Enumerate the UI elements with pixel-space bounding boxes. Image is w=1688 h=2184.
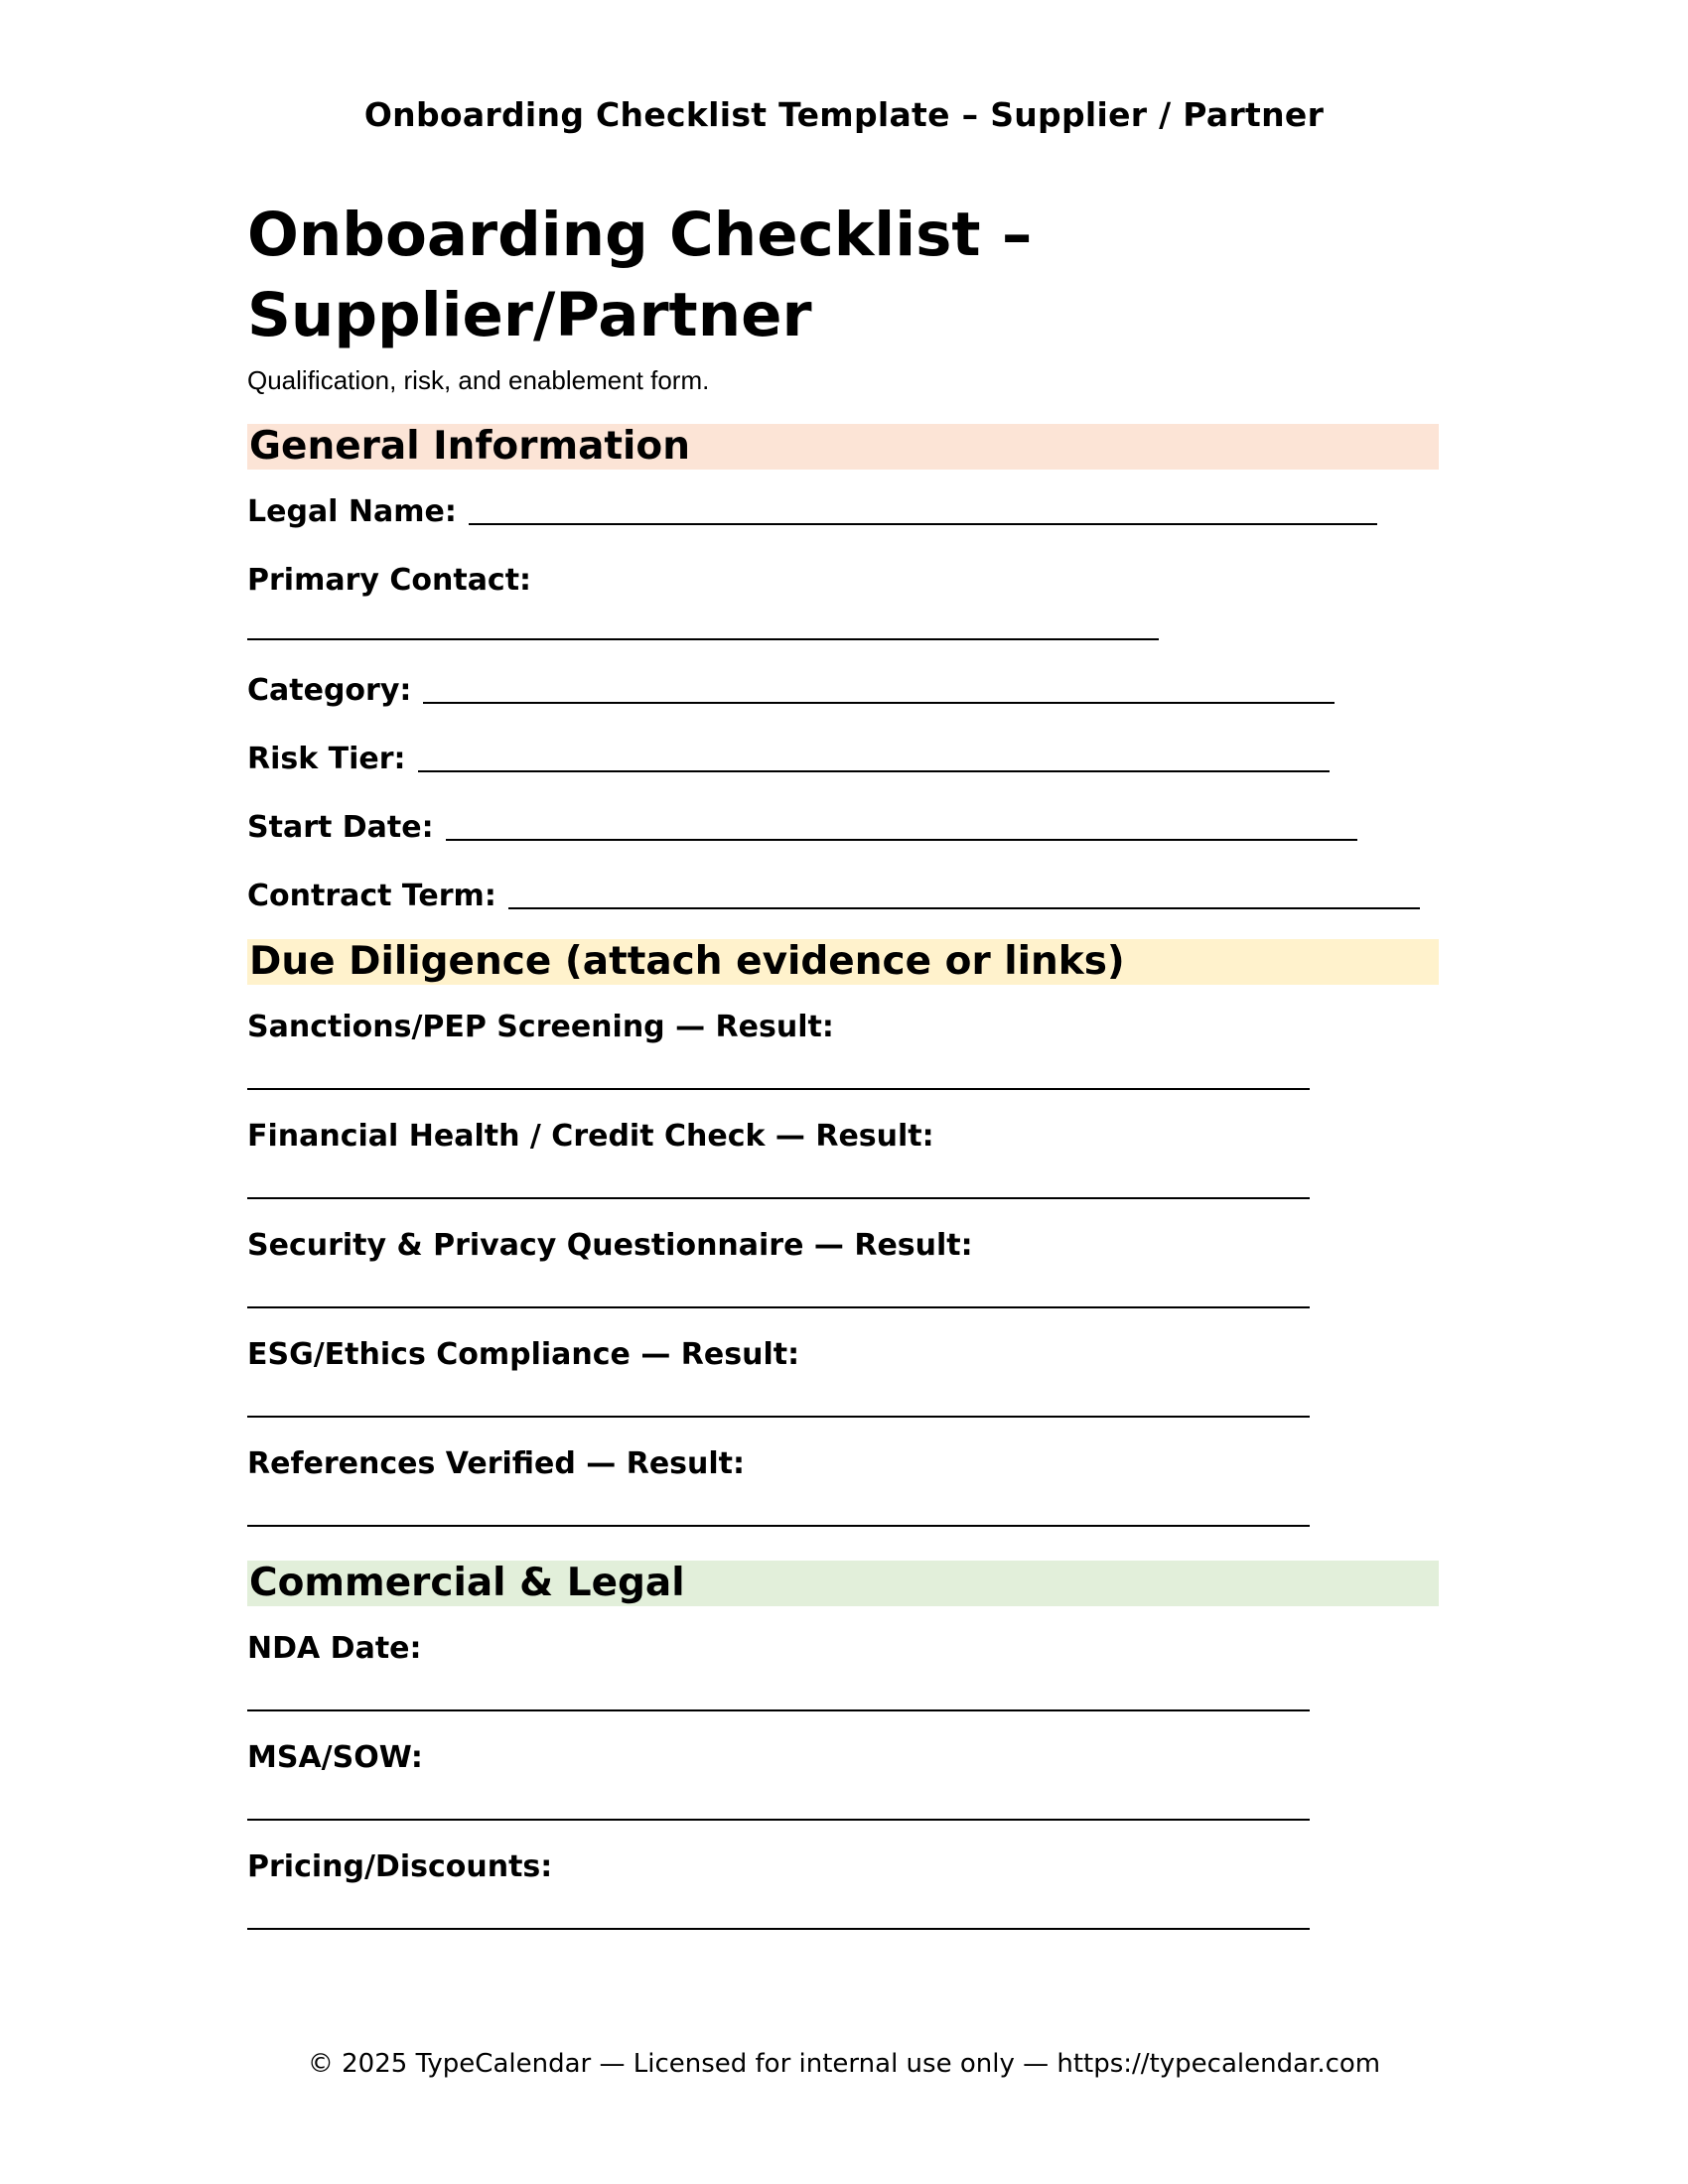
field-nda-date (247, 1632, 1439, 1711)
primary-contact-input-line[interactable] (247, 638, 1159, 640)
field-start-date (247, 811, 1439, 845)
field-security-privacy (247, 1229, 1439, 1308)
references-result-input-line[interactable] (247, 1525, 1310, 1527)
risk-tier-input-line[interactable] (418, 770, 1330, 772)
field-esg-ethics (247, 1338, 1439, 1418)
field-label: Category: (247, 673, 412, 708)
category-input-line[interactable] (423, 702, 1335, 704)
sanctions-result-input-line[interactable] (247, 1088, 1310, 1090)
field-label: NDA Date: (247, 1631, 422, 1666)
start-date-input-line[interactable] (446, 839, 1357, 841)
contract-term-input-line[interactable] (508, 907, 1420, 909)
document-body (247, 195, 1439, 1930)
field-label: Start Date: (247, 810, 434, 845)
field-label: Security & Privacy Questionnaire — Result: (247, 1228, 973, 1263)
field-category (247, 674, 1439, 708)
section-header-general-information: General Information (247, 424, 1439, 470)
field-label: ESG/Ethics Compliance — Result: (247, 1337, 800, 1372)
field-contract-term (247, 880, 1439, 913)
legal-name-input-line[interactable] (469, 523, 1377, 525)
field-label: Legal Name: (247, 494, 457, 529)
field-sanctions-screening (247, 1011, 1439, 1090)
msa-sow-input-line[interactable] (247, 1819, 1310, 1821)
field-financial-health (247, 1120, 1439, 1199)
esg-result-input-line[interactable] (247, 1416, 1310, 1418)
field-primary-contact (247, 564, 1439, 640)
running-header: Onboarding Checklist Template – Supplier / Partner (363, 95, 1325, 134)
field-references (247, 1447, 1439, 1527)
field-legal-name (247, 495, 1439, 529)
footer-license: © 2025 TypeCalendar — Licensed for internal use only — https://typecalendar.com (307, 2049, 1381, 2079)
field-risk-tier (247, 743, 1439, 776)
field-label: Risk Tier: (247, 742, 406, 776)
field-label: Pricing/Discounts: (247, 1849, 553, 1884)
field-label: Financial Health / Credit Check — Result: (247, 1119, 934, 1154)
field-label: Sanctions/PEP Screening — Result: (247, 1010, 834, 1044)
page-subtitle: Qualification, risk, and enablement form. (247, 365, 710, 395)
field-msa-sow (247, 1741, 1439, 1821)
section-header-due-diligence: Due Diligence (attach evidence or links) (247, 939, 1439, 985)
page-title: Onboarding Checklist – Supplier/Partner (247, 200, 1033, 350)
financial-result-input-line[interactable] (247, 1197, 1310, 1199)
field-label: MSA/SOW: (247, 1740, 423, 1775)
field-pricing-discounts (247, 1850, 1439, 1930)
security-result-input-line[interactable] (247, 1306, 1310, 1308)
field-label: Contract Term: (247, 879, 496, 913)
field-label: Primary Contact: (247, 563, 532, 598)
nda-date-input-line[interactable] (247, 1709, 1310, 1711)
field-label: References Verified — Result: (247, 1446, 746, 1481)
pricing-input-line[interactable] (247, 1928, 1310, 1930)
section-header-commercial-legal: Commercial & Legal (247, 1561, 1439, 1606)
